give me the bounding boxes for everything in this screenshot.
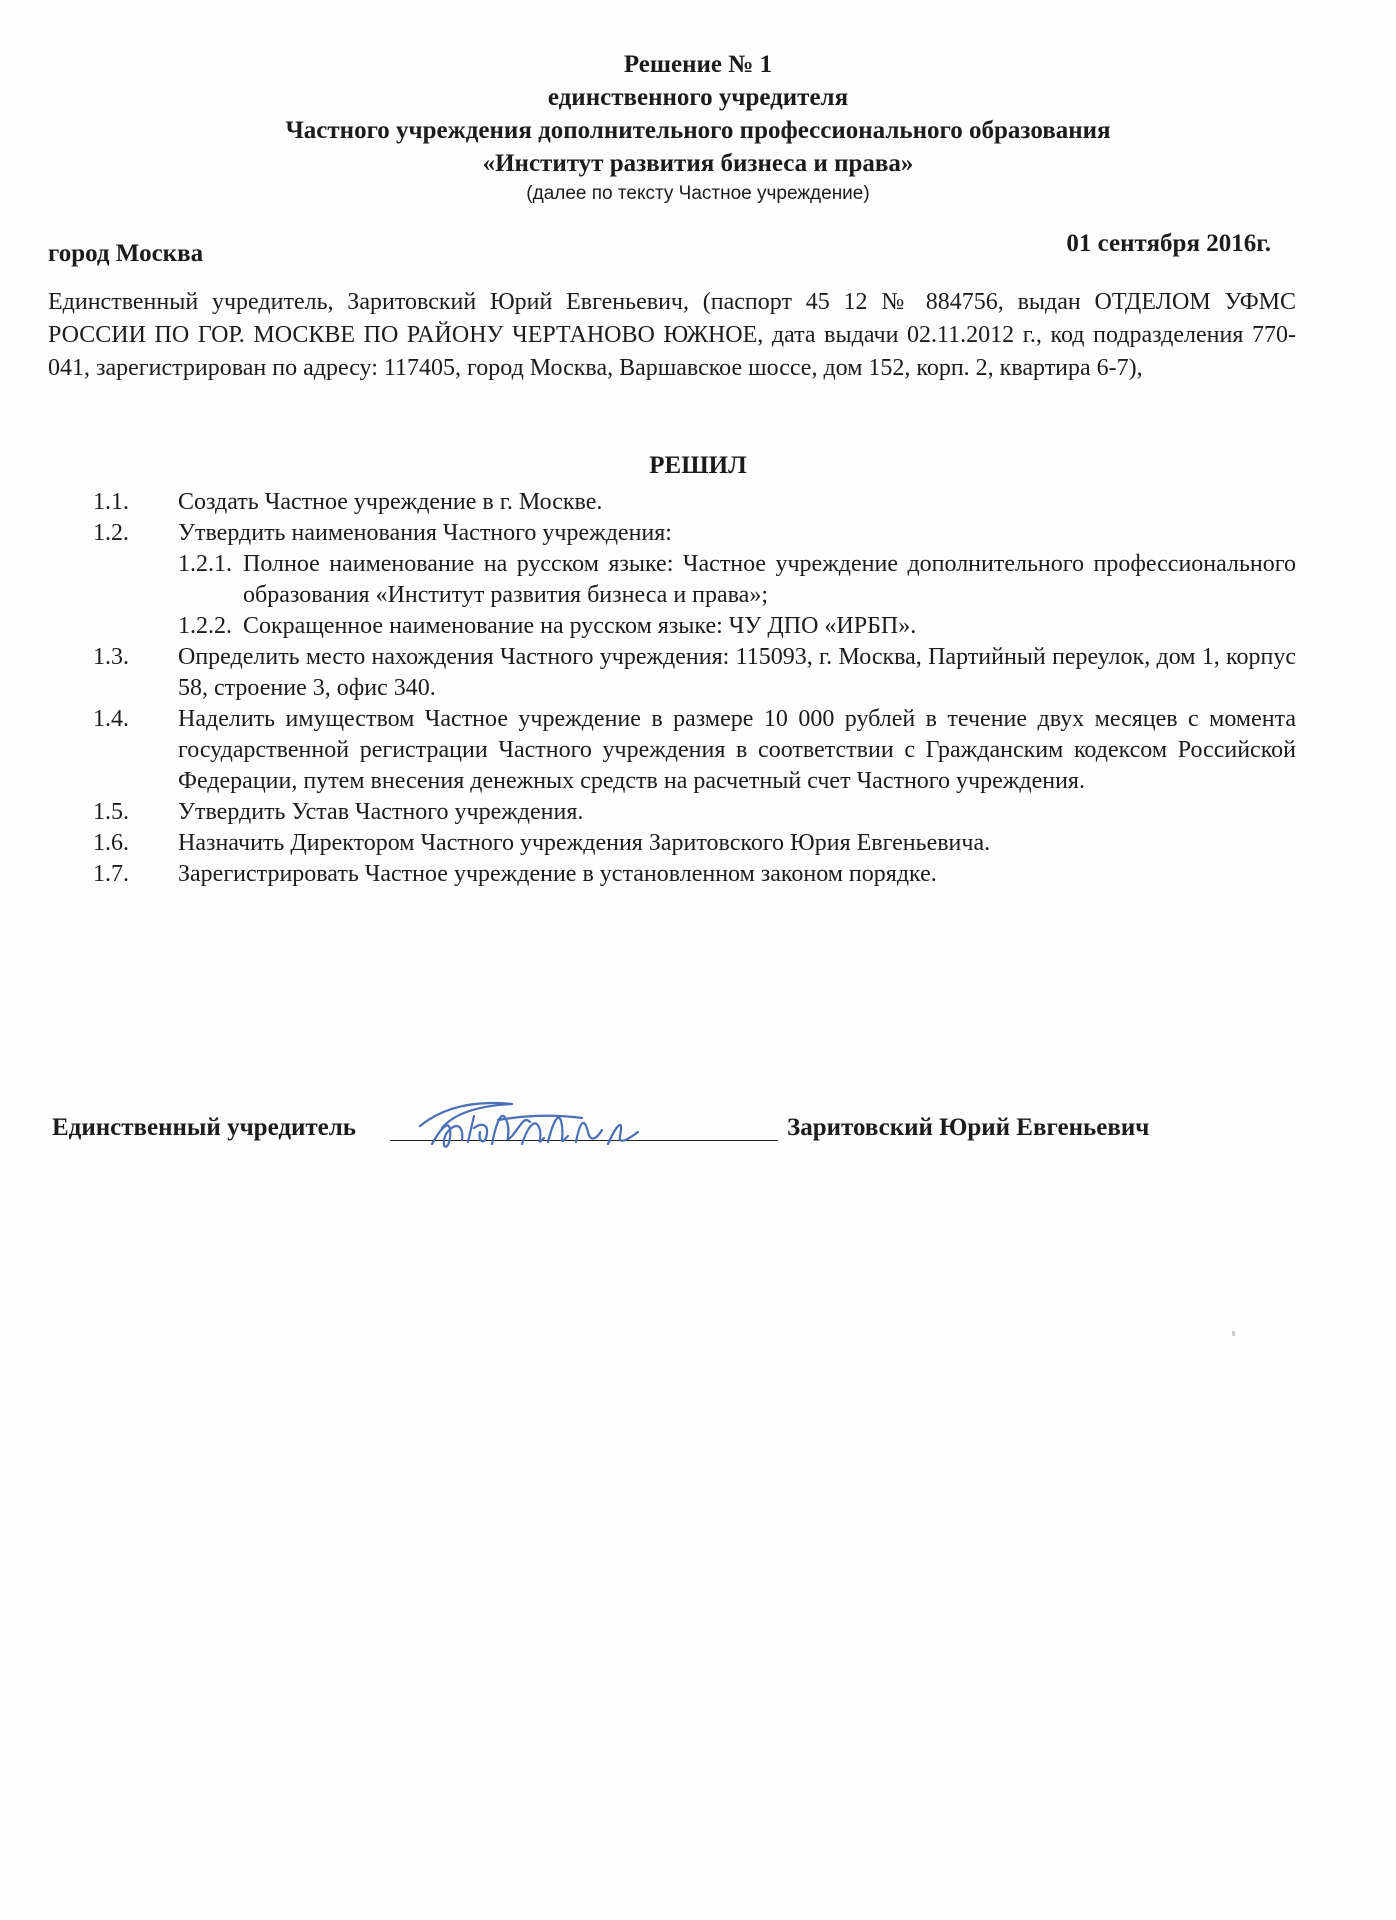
item-text: Утвердить наименования Частного учреждения: <box>178 520 672 546</box>
list-subitem <box>0 549 1296 611</box>
item-number: 1.3. <box>93 644 129 670</box>
item-number: 1.5. <box>93 799 129 825</box>
scan-speck <box>1232 1331 1235 1336</box>
item-text: Сокращенное наименование на русском языке: ЧУ ДПО «ИРБП». <box>243 613 917 639</box>
item-number: 1.7. <box>93 861 129 887</box>
list-item <box>0 642 1296 704</box>
document-header <box>0 48 1396 208</box>
document-title: Решение № 1 <box>623 51 773 78</box>
header-line-institution-name: «Институт развития бизнеса и права» <box>482 150 914 177</box>
item-text: Наделить имуществом Частное учреждение в размере 10 000 рублей в течение двух месяцев с момента государственной регистрации Частного учреждения в соответствии с Гражданским кодексом Российской Федерации, путем внесения денежных средств на расчетный счет Частного учреждения. <box>178 706 1296 794</box>
item-number: 1.2.2. <box>178 613 232 639</box>
item-number: 1.4. <box>93 706 129 732</box>
item-text: Полное наименование на русском языке: Частное учреждение дополнительного профессионального образования «Институт развития бизнеса и права»; <box>243 551 1296 608</box>
resolution-items <box>0 487 1396 890</box>
item-text: Утвердить Устав Частного учреждения. <box>178 799 584 825</box>
item-number: 1.2. <box>93 520 129 546</box>
list-item <box>0 518 1296 549</box>
item-number: 1.6. <box>93 830 129 856</box>
header-line-institution-type: Частного учреждения дополнительного профессионального образования <box>285 117 1111 144</box>
list-item <box>0 487 1296 518</box>
handwritten-signature <box>412 1086 712 1166</box>
item-number: 1.2.1. <box>178 551 232 577</box>
header-line-founder: единственного учредителя <box>547 84 849 111</box>
item-number: 1.1. <box>93 489 129 515</box>
document-place: город Москва <box>48 240 204 267</box>
signature-block <box>52 1110 1352 1170</box>
list-subitem <box>0 611 1296 642</box>
list-item <box>0 828 1296 859</box>
list-item <box>0 704 1296 797</box>
signature-label: Единственный учредитель <box>52 1114 357 1141</box>
resolved-heading: РЕШИЛ <box>649 452 747 479</box>
item-text: Назначить Директором Частного учреждения Заритовского Юрия Евгеньевича. <box>178 830 991 856</box>
item-text: Определить место нахождения Частного учреждения: 115093, г. Москва, Партийный переулок, дом 1, корпус 58, строение 3, офис 340. <box>178 644 1296 701</box>
intro-paragraph: Единственный учредитель, Заритовский Юрий Евгеньевич, (паспорт 45 12 № 884756, выдан ОТДЕЛОМ УФМС РОССИИ ПО ГОР. МОСКВЕ ПО РАЙОНУ ЧЕРТАНОВО ЮЖНОЕ, дата выдачи 02.11.2012 г., код подразделения 770-041, зарегистрирован по адресу: 117405, город Москва, Варшавское шоссе, дом 152, корп. 2, квартира 6-7), <box>48 289 1296 381</box>
header-note: (далее по тексту Частное учреждение) <box>526 183 870 204</box>
list-item <box>0 797 1296 828</box>
document-date: 01 сентября 2016г. <box>1066 230 1271 257</box>
item-text: Создать Частное учреждение в г. Москве. <box>178 489 603 515</box>
list-item <box>0 859 1296 890</box>
item-text: Зарегистрировать Частное учреждение в установленном законом порядке. <box>178 861 937 887</box>
signer-name: Заритовский Юрий Евгеньевич <box>787 1114 1150 1141</box>
